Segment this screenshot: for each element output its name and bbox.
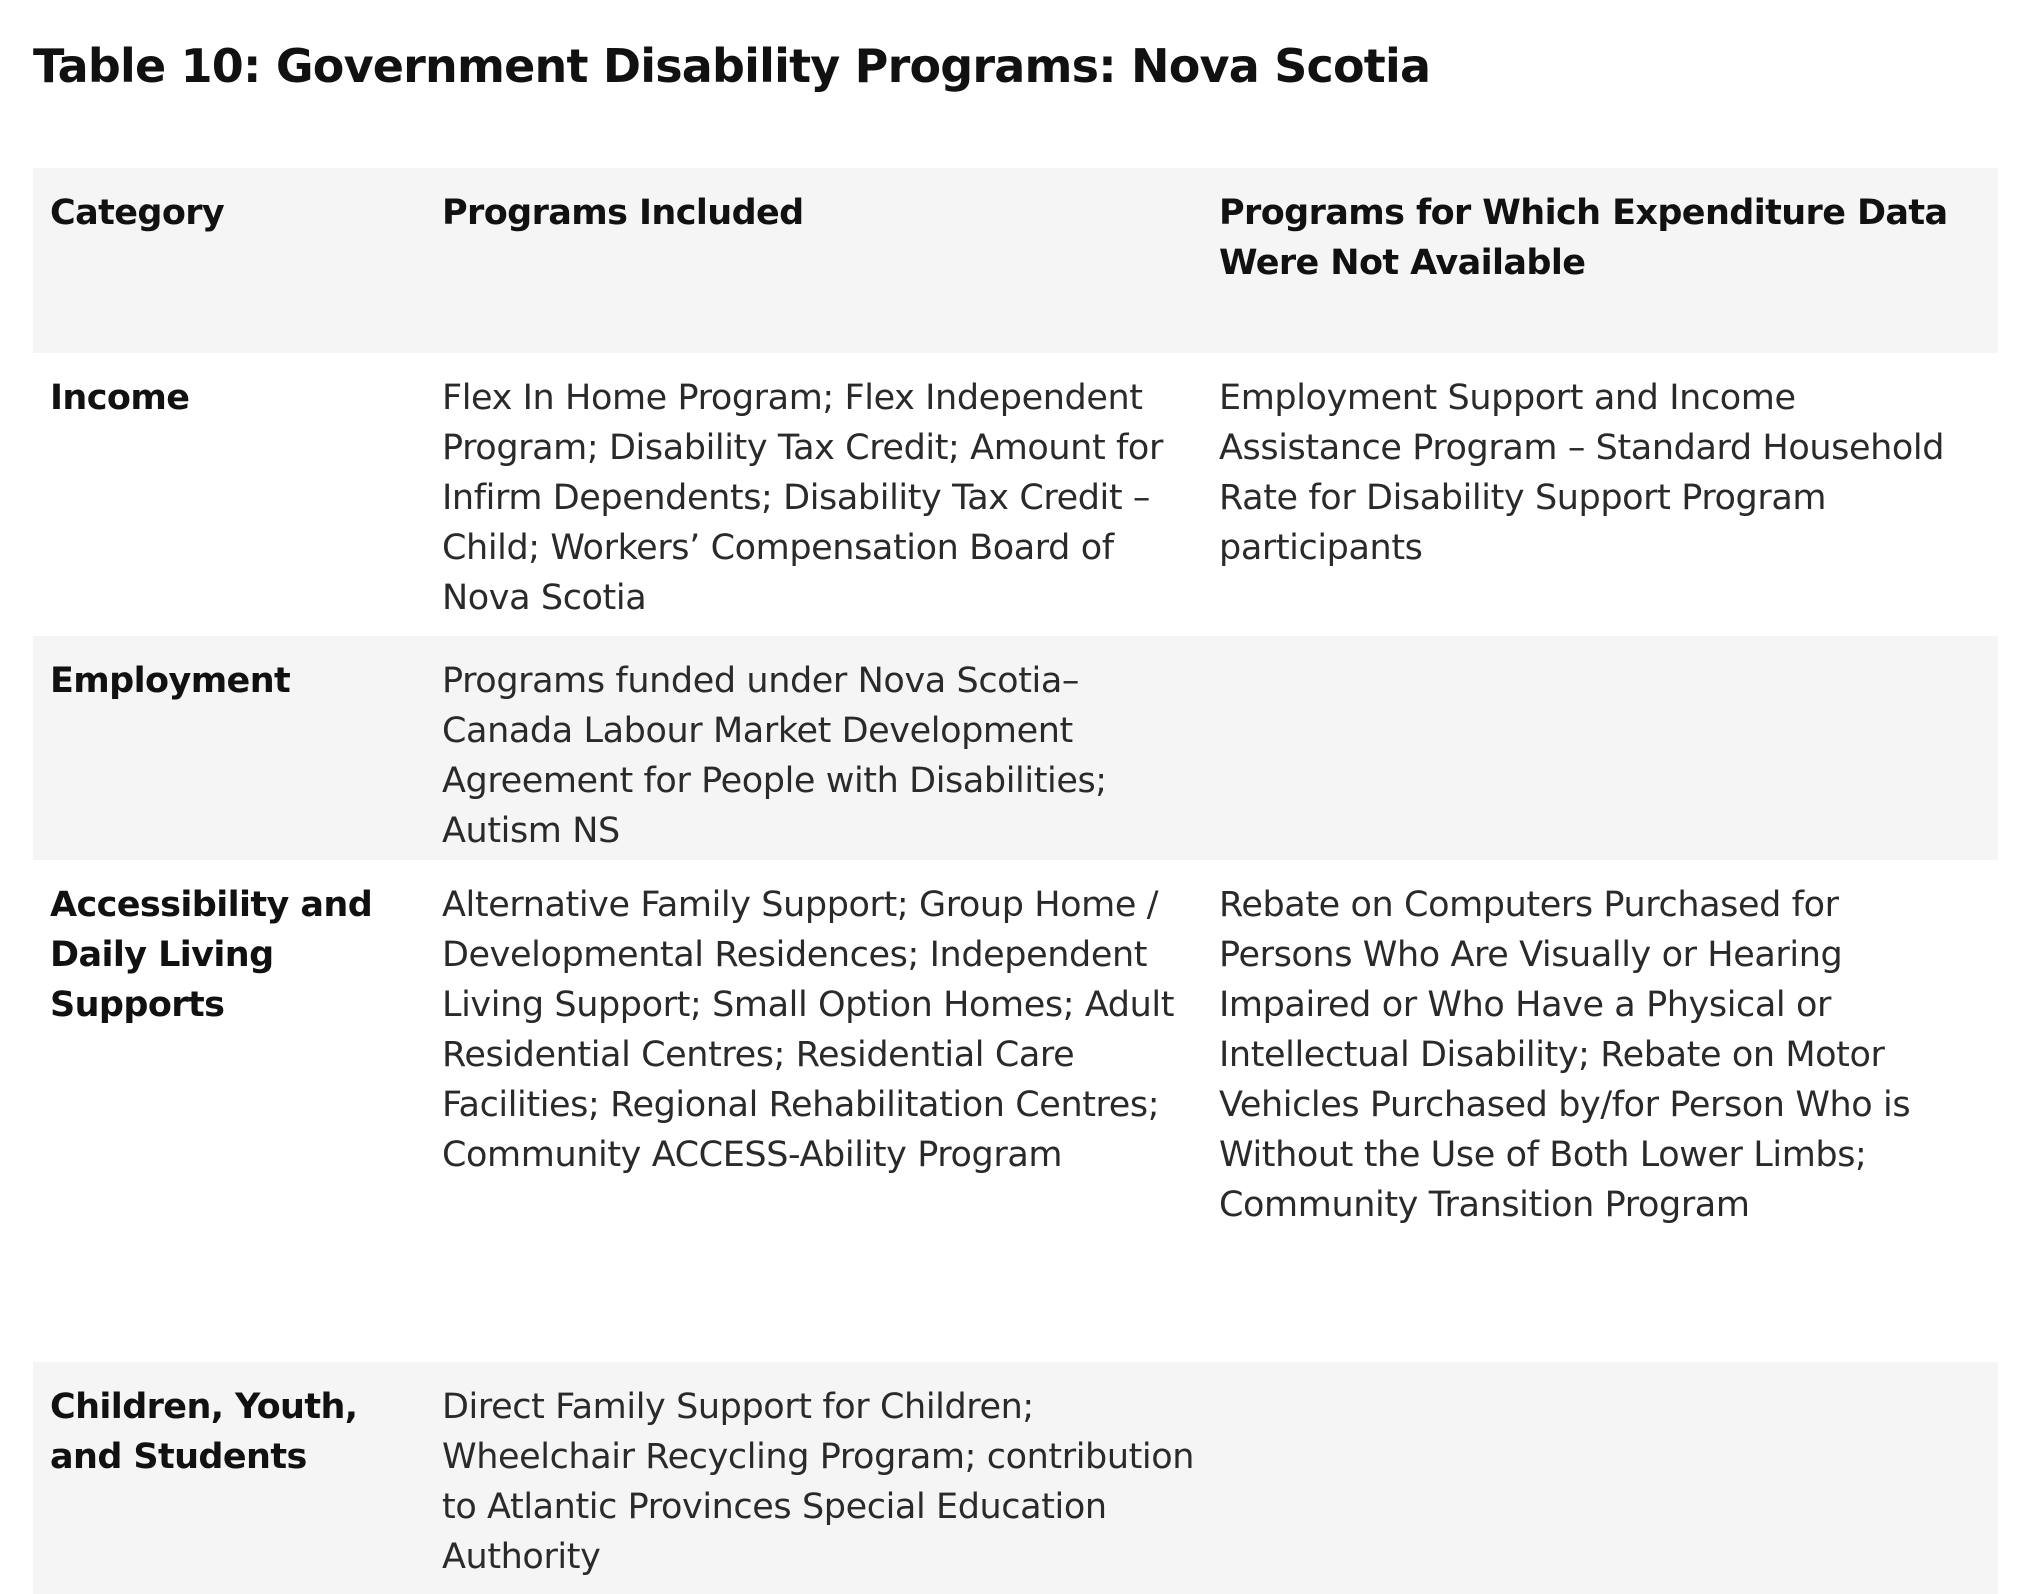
row-programs-included: Flex In Home Program; Flex Independent Program; Disability Tax Credit; Amount for Infirm Dependents; Disability Tax Credit – Child; Workers’ Compensation Board of Nova Scotia (442, 378, 1163, 618)
header-category: Category (33, 168, 442, 353)
table-title: Table 10: Government Disability Programs: Nova Scotia (33, 39, 1431, 93)
table-row (33, 353, 1998, 636)
header-programs-included: Programs Included (442, 168, 1219, 353)
row-programs-included: Alternative Family Support; Group Home / Developmental Residences; Independent Living Support; Small Option Homes; Adult Residential Centres; Residential Care Facilities; Regional Rehabilitation Centres; Community ACCESS-Ability Program (442, 885, 1175, 1175)
row-category: Accessibility and Daily Living Supports (50, 885, 373, 1025)
row-category: Children, Youth, and Students (33, 1362, 442, 1594)
row-not-available: Employment Support and Income Assistance Program – Standard Household Rate for Disability Support Program participants (1219, 378, 1945, 568)
disability-programs-table (33, 168, 1998, 1594)
header-not-available: Programs for Which Expenditure Data Were Not Available (1219, 168, 1998, 353)
row-programs-included: Direct Family Support for Children; Wheelchair Recycling Program; contribution to Atlantic Provinces Special Education Authority (442, 1362, 1219, 1594)
row-category: Income (50, 378, 190, 418)
table-row (33, 636, 1998, 860)
row-not-available: Rebate on Computers Purchased for Persons Who Are Visually or Hearing Impaired or Who Have a Physical or Intellectual Disability; Rebate on Motor Vehicles Purchased by/for Person Who is Without the Use of Both Lower Limbs; Community Transition Program (1219, 885, 1911, 1225)
row-programs-included: Programs funded under Nova Scotia–Canada Labour Market Development Agreement for People with Disabilities; Autism NS (442, 636, 1219, 860)
table-row (33, 1362, 1998, 1594)
row-not-available (1219, 1362, 1998, 1594)
row-category: Employment (33, 636, 442, 860)
table-header-row (33, 168, 1998, 353)
table-row (33, 860, 1998, 1362)
row-not-available (1219, 636, 1998, 860)
